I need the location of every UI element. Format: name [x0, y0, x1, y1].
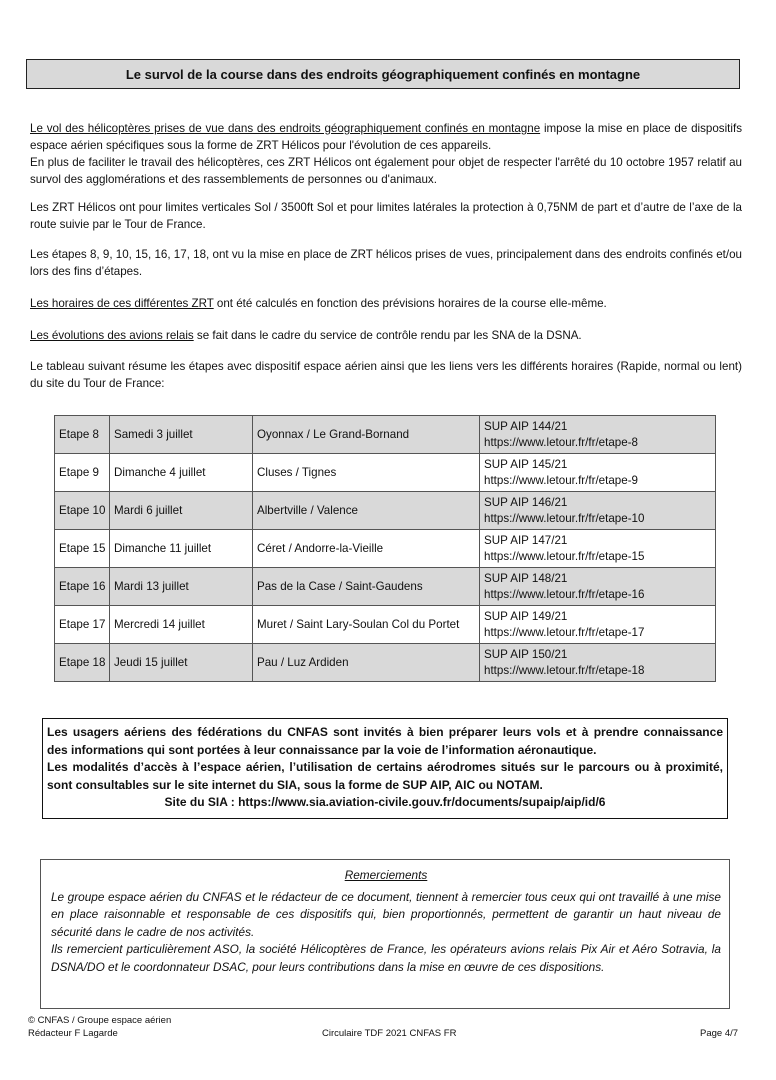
footer-copyright: © CNFAS / Groupe espace aérien [28, 1015, 172, 1026]
date-cell: Mardi 13 juillet [110, 568, 253, 606]
paragraph-underlined-lead: Les horaires de ces différentes ZRT [30, 297, 214, 310]
paragraph-underlined-lead: Le vol des hélicoptères prises de vue dans des endroits géographiquement confinés en montagne [30, 122, 541, 135]
sup-aip-cell [480, 492, 716, 530]
remerciements-paragraph: Ils remercient particulièrement ASO, la société Hélicoptères de France, les opérateurs avions relais Pix Air et Aéro Sotravia, la DSNA/DO et le coordonnateur DSAC, pour leurs contributions dans la mise en œuvre de ces dispositions. [51, 942, 721, 974]
route-cell: Albertville / Valence [253, 492, 480, 530]
etapes-table [54, 415, 716, 682]
table-row [55, 568, 716, 606]
sup-aip-ref: SUP AIP 149/21 [484, 609, 568, 623]
footer-left [28, 1014, 171, 1040]
footer-doc-title: Circulaire TDF 2021 CNFAS FR [322, 1028, 457, 1039]
etape-cell: Etape 16 [55, 568, 110, 606]
etape-link[interactable]: https://www.letour.fr/fr/etape-15 [484, 549, 645, 563]
etape-cell: Etape 18 [55, 644, 110, 682]
etape-link[interactable]: https://www.letour.fr/fr/etape-10 [484, 511, 645, 525]
sup-aip-ref: SUP AIP 146/21 [484, 495, 568, 509]
date-cell: Dimanche 4 juillet [110, 454, 253, 492]
date-cell: Mercredi 14 juillet [110, 606, 253, 644]
paragraph-arrete: En plus de faciliter le travail des hélicoptères, ces ZRT Hélicos ont également pour objet de respecter l'arrêté du 10 octobre 1957 relatif au survol des agglomérations et des rassemblements de personnes ou d'animaux. [30, 156, 742, 186]
etape-cell: Etape 17 [55, 606, 110, 644]
section-title: Le survol de la course dans des endroits géographiquement confinés en montagne [125, 66, 641, 82]
date-cell: Jeudi 15 juillet [110, 644, 253, 682]
notice-line: Les modalités d’accès à l’espace aérien, l’utilisation de certains aérodromes situés sur le parcours ou à proximité, [47, 760, 723, 774]
paragraph-etapes: Les étapes 8, 9, 10, 15, 16, 17, 18, ont vu la mise en place de ZRT hélicos prises de vues, principalement dans des endroits confinés et/ou lors des fins d’étapes. [30, 248, 742, 278]
table-row [55, 454, 716, 492]
date-cell: Dimanche 11 juillet [110, 530, 253, 568]
sup-aip-cell [480, 416, 716, 454]
paragraph-avions-relais [30, 327, 742, 344]
sup-aip-cell [480, 606, 716, 644]
table-row [55, 416, 716, 454]
paragraph-text: ont été calculés en fonction des prévisions horaires de la course elle-même. [213, 297, 607, 310]
route-cell: Muret / Saint Lary-Soulan Col du Portet [253, 606, 480, 644]
etape-link[interactable]: https://www.letour.fr/fr/etape-17 [484, 625, 645, 639]
paragraph-tableau-intro: Le tableau suivant résume les étapes avec dispositif espace aérien ainsi que les liens vers les différents horaires (Rapide, normal ou lent) du site du Tour de France: [30, 360, 742, 390]
table-row [55, 606, 716, 644]
paragraph-limites: Les ZRT Hélicos ont pour limites verticales Sol / 3500ft Sol et pour limites latérales la protection à 0,75NM de part et d’autre de l’axe de la route suivie par le Tour de France. [30, 201, 742, 231]
section-title-box [26, 59, 740, 89]
footer-page-number: Page 4/7 [700, 1028, 739, 1039]
route-cell: Pau / Luz Ardiden [253, 644, 480, 682]
etape-cell: Etape 8 [55, 416, 110, 454]
route-cell: Oyonnax / Le Grand-Bornand [253, 416, 480, 454]
cnfas-notice-box [42, 718, 728, 819]
date-cell: Samedi 3 juillet [110, 416, 253, 454]
table-row [55, 644, 716, 682]
remerciements-title: Remerciements [344, 868, 428, 882]
sup-aip-ref: SUP AIP 150/21 [484, 647, 568, 661]
route-cell: Cluses / Tignes [253, 454, 480, 492]
table-row [55, 530, 716, 568]
notice-line: des informations qui sont portées à leur connaissance par la voie de l’information aéronautique. [47, 742, 597, 757]
date-cell: Mardi 6 juillet [110, 492, 253, 530]
sia-site-link[interactable]: Site du SIA : https://www.sia.aviation-civile.gouv.fr/documents/supaip/aip/id/6 [164, 795, 606, 809]
remerciements-box [40, 859, 730, 1009]
etape-cell: Etape 10 [55, 492, 110, 530]
paragraph-underlined-lead: Les évolutions des avions relais [30, 329, 194, 342]
sup-aip-ref: SUP AIP 147/21 [484, 533, 568, 547]
etape-cell: Etape 15 [55, 530, 110, 568]
paragraph-text: impose la mise en place de dispositifs espace aérien spécifiques sous la forme de ZRT Hélicos pour l'évolution de ces appareils. [30, 122, 742, 152]
route-cell: Céret / Andorre-la-Vieille [253, 530, 480, 568]
paragraph-vol-helicopteres [30, 120, 742, 154]
sup-aip-cell [480, 644, 716, 682]
notice-line: sont consultables sur le site internet du SIA, sous la forme de SUP AIP, AIC ou NOTAM. [47, 777, 543, 792]
paragraph-text: se fait dans le cadre du service de contrôle rendu par les SNA de la DSNA. [193, 329, 582, 342]
sup-aip-cell [480, 530, 716, 568]
etape-link[interactable]: https://www.letour.fr/fr/etape-16 [484, 587, 645, 601]
paragraph-horaires [30, 295, 742, 312]
etape-cell: Etape 9 [55, 454, 110, 492]
sup-aip-ref: SUP AIP 145/21 [484, 457, 568, 471]
sup-aip-cell [480, 568, 716, 606]
sup-aip-ref: SUP AIP 144/21 [484, 419, 568, 433]
etape-link[interactable]: https://www.letour.fr/fr/etape-9 [484, 473, 639, 487]
route-cell: Pas de la Case / Saint-Gaudens [253, 568, 480, 606]
footer-author: Rédacteur F Lagarde [28, 1028, 118, 1039]
remerciements-paragraph: Le groupe espace aérien du CNFAS et le rédacteur de ce document, tiennent à remercier tous ceux qui ont travaillé à une mise en place raisonnable et responsable de ces dispositifs qui, bien proportionnés, permettent de garantir un haut niveau de sécurité dans le cadre de nos activités. [51, 889, 721, 939]
sup-aip-ref: SUP AIP 148/21 [484, 571, 568, 585]
etape-link[interactable]: https://www.letour.fr/fr/etape-18 [484, 663, 645, 677]
sup-aip-cell [480, 454, 716, 492]
notice-line: Les usagers aériens des fédérations du CNFAS sont invités à bien préparer leurs vols et à prendre connaissance [47, 725, 723, 739]
table-row [55, 492, 716, 530]
etape-link[interactable]: https://www.letour.fr/fr/etape-8 [484, 435, 639, 449]
